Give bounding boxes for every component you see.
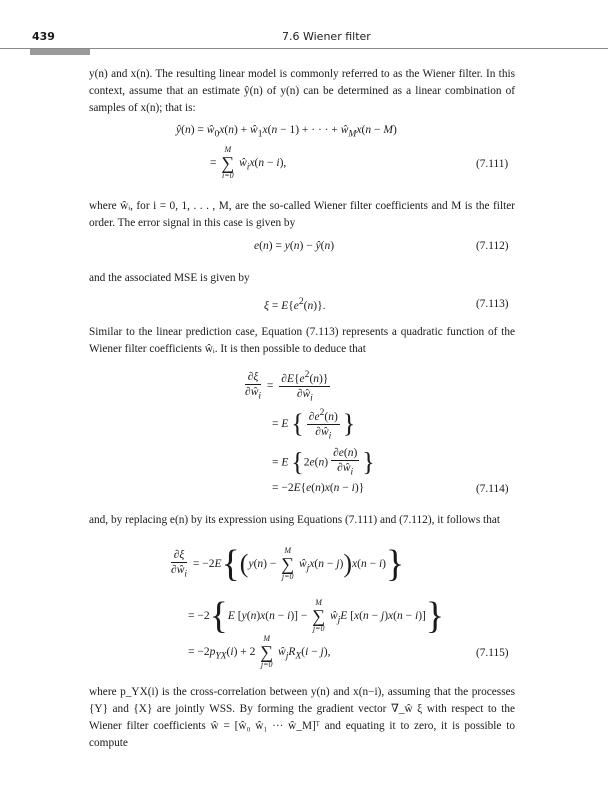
summation-sign: ∑ M i=0	[221, 145, 235, 180]
equation-111-line2: = ∑ M i=0 $ŵ_ix(n - i)$,	[210, 145, 287, 180]
paragraph-4: Similar to the linear prediction case, Equation (7.113) represents a quadratic function of the Wiener filter coefficients ŵᵢ. It is then possible to deduce that	[89, 326, 515, 355]
page-number: 439	[32, 30, 55, 43]
equation-number-114: (7.114)	[476, 483, 509, 495]
equation-113: $\xi = E\{e^2(n)\}$.	[264, 296, 326, 312]
equation-number-111: (7.111)	[476, 158, 509, 170]
header-tab	[30, 49, 90, 55]
equation-number-113: (7.113)	[476, 298, 509, 310]
equation-115-line2: = −2{E [y(n)x(n − i)] − ∑ M j=0 $ŵ_jE$ [x(n − j)x(n − i)]}	[188, 595, 445, 637]
paragraph-5: and, by replacing e(n) by its expression using Equations (7.111) and (7.112), it follows that	[89, 514, 501, 526]
equation-114-line1: $\frac{\partial\xi}{\partial ŵ_i}$ = $\frac{\partial E\{e^2(n)\}}{\partial ŵ_i}$	[245, 369, 329, 404]
section-title: 7.6 Wiener filter	[282, 30, 371, 43]
equation-111-line1: ŷ(n) = $ŵ_0x(n)$ + $ŵ_1x(n - 1)$ + · · · + $ŵ_Mx(n - M)$	[176, 124, 397, 140]
equation-114-line2: = E { $\frac{\partial e^2(n)}{\partial ŵ_i}$ }	[272, 407, 356, 442]
equation-114-line4: = −2E{e(n)x(n − i)}	[272, 482, 365, 494]
paragraph-1: y(n) and x(n). The resulting linear model is commonly referred to as the Wiener filter. In this context, assume that an estimate ŷ(n) of y(n) can be determined as a linear combination of samples of x(n); that is:	[89, 68, 515, 114]
equation-115-line1: $\frac{\partial\xi}{\partial ŵ_i}$ = −2E{(y(n) − ∑ M j=0 $ŵ_jx(n - j))x(n - i)$}	[171, 543, 405, 585]
equation-114-line3: = E {2e(n) $\frac{\partial e(n)}{\partial ŵ_i}$ }	[272, 447, 375, 478]
paragraph-2: where ŵᵢ, for i = 0, 1, . . . , M, are the so-called Wiener filter coefficients and M is the filter order. The error signal in this case is given by	[89, 200, 515, 229]
equation-115-line3: = $-2p_{YX}(i) + 2$ ∑ M j=0 $ŵ_jR_X(i - j)$,	[188, 634, 331, 669]
header-rule	[0, 48, 608, 49]
running-header	[0, 30, 608, 46]
equation-number-112: (7.112)	[476, 240, 509, 252]
equation-112: e(n) = y(n) − ŷ(n)	[254, 240, 335, 252]
paragraph-3: and the associated MSE is given by	[89, 272, 250, 284]
equation-number-115: (7.115)	[476, 647, 509, 659]
paragraph-6: where p_YX(i) is the cross-correlation between y(n) and x(n−i), assuming that the processes {Y} and {X} are jointly WSS. By forming the gradient vector ∇_ŵ ξ with respect to the Wiener filter coefficients ŵ = [ŵ₀ ŵ₁ ··· ŵ_M]ᵀ and equating it to zero, it is possible to compute	[89, 686, 515, 749]
